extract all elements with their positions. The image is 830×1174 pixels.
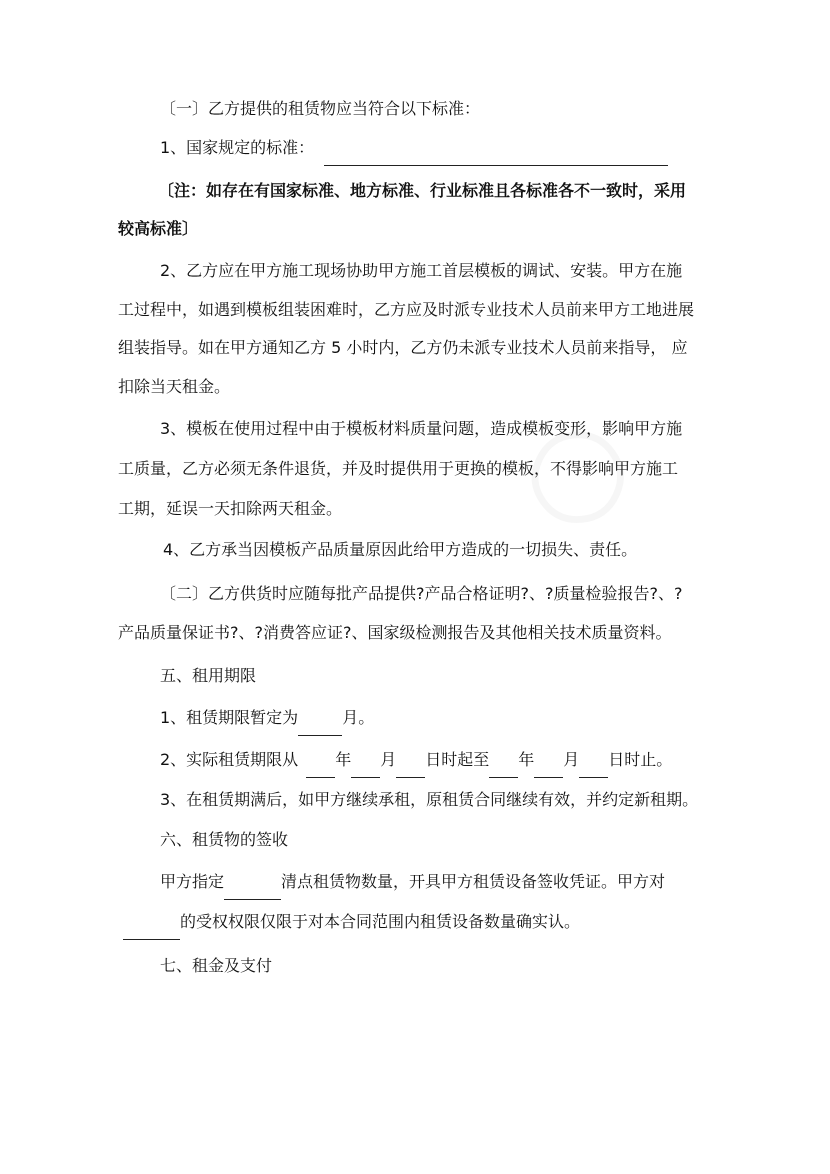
label: 年 (518, 750, 535, 769)
watermark (490, 383, 656, 557)
label: 月。 (342, 708, 375, 727)
label: 2、实际租赁期限从 (160, 750, 299, 769)
section-5-title: 五、租用期限 (160, 666, 257, 685)
blank-start-year[interactable] (306, 757, 335, 778)
blank-end-day[interactable] (579, 757, 608, 778)
label: 日时起至 (425, 750, 490, 769)
standard-item-1 (160, 138, 668, 159)
blank-months[interactable] (298, 715, 342, 736)
item-4: 4、乙方承当因模板产品质量原因此给甲方造成的一切损失、责任。 (163, 540, 638, 559)
blank-start-month[interactable] (351, 757, 380, 778)
label: 日时止。 (608, 750, 673, 769)
section-2-line: 〔二〕乙方供货时应随每批产品提供?产品合格证明?、?质量检验报告?、? (160, 584, 683, 603)
blank-end-month[interactable] (534, 757, 563, 778)
blank-designee[interactable] (224, 879, 281, 900)
receipt-line-1 (160, 872, 665, 893)
section-2-line: 产品质量保证书?、?消费答应证?、国家级检测报告及其他相关技术质量资料。 (118, 623, 672, 642)
label: 月 (563, 750, 580, 769)
label: 清点租赁物数量，开具甲方租赁设备签收凭证。甲方对 (281, 872, 666, 891)
label: 的受权权限仅限于对本合同范围内租赁设备数量确实认。 (180, 912, 581, 931)
term-item-3: 3、在租赁期满后，如甲方继续承租，原租赁合同继续有效，并约定新租期。 (160, 790, 699, 809)
label: 甲方指定 (160, 872, 225, 891)
item-3-line: 3、模板在使用过程中由于模板材料质量问题，造成模板变形，影响甲方施 (160, 419, 683, 438)
item-2-line: 组装指导。如在甲方通知乙方 5 小时内，乙方仍未派专业技术人员前来指导， 应 (118, 338, 688, 357)
term-item-2 (160, 750, 672, 771)
label: 年 (335, 750, 352, 769)
blank-designee-2[interactable] (123, 919, 180, 940)
item-2-line: 2、乙方应在甲方施工现场协助甲方施工首层模板的调试、安装。甲方在施 (160, 261, 683, 280)
item-2-line: 扣除当天租金。 (118, 377, 231, 396)
note-line-1: 〔注：如存在有国家标准、地方标准、行业标准且各标准各不一致时，采用 (158, 181, 687, 200)
blank-end-year[interactable] (489, 757, 518, 778)
label: 1、国家规定的标准： (160, 138, 315, 157)
term-item-1 (160, 708, 374, 729)
note-line-2: 较高标准〕 (118, 219, 199, 238)
section-1-title: 〔一〕乙方提供的租赁物应当符合以下标准： (160, 99, 481, 118)
blank-start-day[interactable] (396, 757, 425, 778)
item-3-line: 工质量，乙方必须无条件退货，并及时提供用于更换的模板，不得影响甲方施工 (118, 459, 679, 478)
section-7-title: 七、租金及支付 (160, 956, 273, 975)
label: 1、租赁期限暂定为 (160, 708, 299, 727)
item-3-line: 工期，延误一天扣除两天租金。 (118, 499, 343, 518)
item-2-line: 工过程中，如遇到模板组装困难时，乙方应及时派专业技术人员前来甲方工地进展 (118, 300, 695, 319)
receipt-line-2 (123, 912, 580, 933)
blank-national-standard[interactable] (324, 145, 668, 166)
section-6-title: 六、租赁物的签收 (160, 830, 289, 849)
label: 月 (380, 750, 397, 769)
